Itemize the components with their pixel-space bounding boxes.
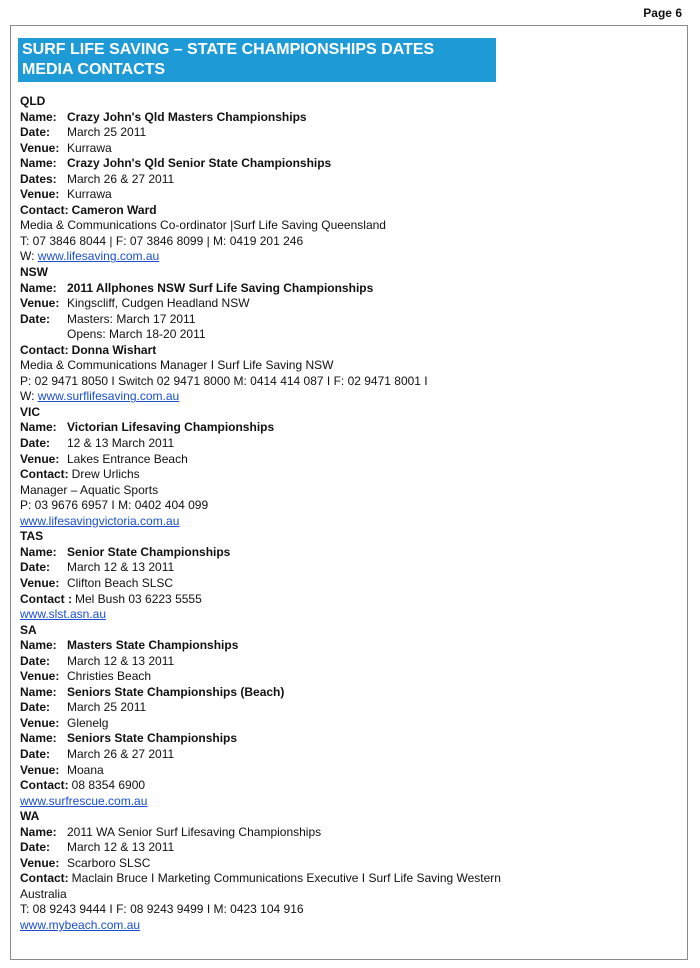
event-name: 2011 WA Senior Surf Lifesaving Championships	[67, 824, 322, 839]
label: Contact:	[20, 467, 69, 482]
label: Name:	[20, 544, 57, 559]
qld-name-2	[20, 156, 680, 172]
label: Contact:	[20, 202, 69, 217]
contact-name: Maclain Bruce I Marketing Communications Executive I Surf Life Saving Western	[71, 871, 501, 886]
qld-date-2	[20, 172, 680, 188]
label: Date:	[20, 700, 51, 715]
tas-name	[20, 545, 680, 561]
label: Date:	[20, 125, 51, 140]
tas-date	[20, 560, 680, 576]
nsw-web-row	[20, 389, 680, 405]
nsw-name	[20, 281, 680, 297]
event-venue: Glenelg	[67, 715, 109, 730]
nsw-contact	[20, 343, 680, 359]
title-banner	[18, 38, 496, 82]
label: Venue:	[20, 296, 60, 311]
label: Venue:	[20, 575, 60, 590]
label: Date:	[20, 840, 51, 855]
sa-date-1	[20, 654, 680, 670]
label: Dates:	[20, 171, 57, 186]
contact-name: Cameron Ward	[71, 202, 157, 217]
vic-name	[20, 420, 680, 436]
label: Venue:	[20, 855, 60, 870]
label: Name:	[20, 109, 57, 124]
nsw-date-2: Opens: March 18-20 2011	[67, 327, 206, 342]
label: W:	[20, 249, 35, 264]
sa-contact	[20, 778, 680, 794]
event-name: Crazy John's Qld Masters Championships	[67, 109, 307, 124]
qld-name-1	[20, 110, 680, 126]
event-venue: Kingscliff, Cudgen Headland NSW	[67, 296, 250, 311]
sa-date-3	[20, 747, 680, 763]
contact-name: Donna Wishart	[71, 342, 157, 357]
label: Name:	[20, 731, 57, 746]
sa-venue-3	[20, 763, 680, 779]
label: Name:	[20, 638, 57, 653]
qld-venue-1	[20, 141, 680, 157]
event-date: March 12 & 13 2011	[67, 840, 175, 855]
vic-web-row	[20, 514, 680, 530]
label: Contact:	[20, 778, 69, 793]
qld-phones: T: 07 3846 8044 | F: 07 3846 8099 | M: 0419 201 246	[20, 233, 304, 248]
sa-web-row	[20, 794, 680, 810]
event-venue: Kurrawa	[67, 187, 112, 202]
label: Venue:	[20, 140, 60, 155]
event-venue: Kurrawa	[67, 140, 112, 155]
wa-date	[20, 840, 680, 856]
page-number: Page 6	[643, 6, 682, 20]
event-name: Masters State Championships	[67, 638, 239, 653]
nsw-date	[20, 312, 680, 328]
event-date: March 25 2011	[67, 125, 147, 140]
region-heading-wa: WA	[20, 809, 40, 824]
tas-venue	[20, 576, 680, 592]
label: Date:	[20, 311, 51, 326]
event-date: March 26 & 27 2011	[67, 171, 175, 186]
contacts-list	[20, 94, 680, 934]
label: Contact:	[20, 342, 69, 357]
vic-date	[20, 436, 680, 452]
event-name: Senior State Championships	[67, 544, 231, 559]
wa-venue	[20, 856, 680, 872]
region-heading-tas: TAS	[20, 529, 44, 544]
contact-name: 08 8354 6900	[71, 778, 146, 793]
label: Name:	[20, 280, 57, 295]
event-venue: Clifton Beach SLSC	[67, 575, 174, 590]
vic-phones: P: 03 9676 6957 I M: 0402 404 099	[20, 498, 209, 513]
sa-name-3	[20, 731, 680, 747]
tas-web-row	[20, 607, 680, 623]
event-date: March 26 & 27 2011	[67, 746, 175, 761]
qld-web-link[interactable]: www.lifesaving.com.au	[37, 249, 160, 264]
region-heading-qld: QLD	[20, 94, 46, 108]
event-name: Seniors State Championships (Beach)	[67, 684, 285, 699]
tas-web-link[interactable]: www.slst.asn.au	[20, 607, 107, 622]
label: W:	[20, 389, 35, 404]
region-heading-vic: VIC	[20, 404, 41, 419]
event-name: 2011 Allphones NSW Surf Life Saving Championships	[67, 280, 374, 295]
region-heading-sa: SA	[20, 622, 37, 637]
event-name: Seniors State Championships	[67, 731, 238, 746]
qld-date-1	[20, 125, 680, 141]
qld-role: Media & Communications Co-ordinator |Surf Life Saving Queensland	[20, 218, 386, 233]
label: Venue:	[20, 187, 60, 202]
sa-name-1	[20, 638, 680, 654]
label: Name:	[20, 156, 57, 171]
vic-web-link[interactable]: www.lifesavingvictoria.com.au	[20, 513, 180, 528]
qld-web-row	[20, 249, 680, 265]
event-date: March 12 & 13 2011	[67, 560, 175, 575]
label: Date:	[20, 746, 51, 761]
sa-date-2	[20, 700, 680, 716]
label: Name:	[20, 420, 57, 435]
nsw-role: Media & Communications Manager I Surf Life Saving NSW	[20, 358, 334, 373]
wa-name	[20, 825, 680, 841]
label: Venue:	[20, 762, 60, 777]
banner-title: SURF LIFE SAVING – STATE CHAMPIONSHIPS DATES	[22, 41, 435, 58]
event-venue: Moana	[67, 762, 104, 777]
qld-venue-2	[20, 187, 680, 203]
vic-venue	[20, 452, 680, 468]
qld-contact	[20, 203, 680, 219]
contact-name: Mel Bush 03 6223 5555	[75, 591, 202, 606]
event-date: Masters: March 17 2011	[67, 311, 196, 326]
banner-subtitle: MEDIA CONTACTS	[22, 61, 166, 78]
label: Date:	[20, 560, 51, 575]
event-date: 12 & 13 March 2011	[67, 436, 175, 451]
contact-name: Drew Urlichs	[71, 467, 140, 482]
wa-web-link[interactable]: www.mybeach.com.au	[20, 917, 141, 932]
label: Venue:	[20, 715, 60, 730]
label: Date:	[20, 653, 51, 668]
tas-contact	[20, 592, 680, 608]
wa-contact	[20, 871, 680, 887]
sa-name-2	[20, 685, 680, 701]
label: Contact:	[20, 871, 69, 886]
vic-contact	[20, 467, 680, 483]
event-venue: Scarboro SLSC	[67, 855, 151, 870]
label: Name:	[20, 684, 57, 699]
event-name: Victorian Lifesaving Championships	[67, 420, 275, 435]
label: Venue:	[20, 669, 60, 684]
event-venue: Lakes Entrance Beach	[67, 451, 188, 466]
nsw-phones: P: 02 9471 8050 I Switch 02 9471 8000 M: 0414 414 087 I F: 02 9471 8001 I	[20, 373, 428, 388]
event-name: Crazy John's Qld Senior State Championships	[67, 156, 332, 171]
nsw-web-link[interactable]: www.surflifesaving.com.au	[37, 389, 180, 404]
wa-web-row	[20, 918, 680, 934]
event-venue: Christies Beach	[67, 669, 152, 684]
label: Name:	[20, 824, 57, 839]
nsw-venue	[20, 296, 680, 312]
label: Contact :	[20, 591, 72, 606]
sa-venue-2	[20, 716, 680, 732]
vic-role: Manager – Aquatic Sports	[20, 482, 159, 497]
label: Venue:	[20, 451, 60, 466]
region-heading-nsw: NSW	[20, 265, 48, 280]
event-date: March 25 2011	[67, 700, 147, 715]
sa-web-link[interactable]: www.surfrescue.com.au	[20, 793, 148, 808]
wa-contact-cont: Australia	[20, 886, 67, 901]
sa-venue-1	[20, 669, 680, 685]
event-date: March 12 & 13 2011	[67, 653, 175, 668]
wa-phones: T: 08 9243 9444 I F: 08 9243 9499 I M: 0423 104 916	[20, 902, 304, 917]
label: Date:	[20, 436, 51, 451]
